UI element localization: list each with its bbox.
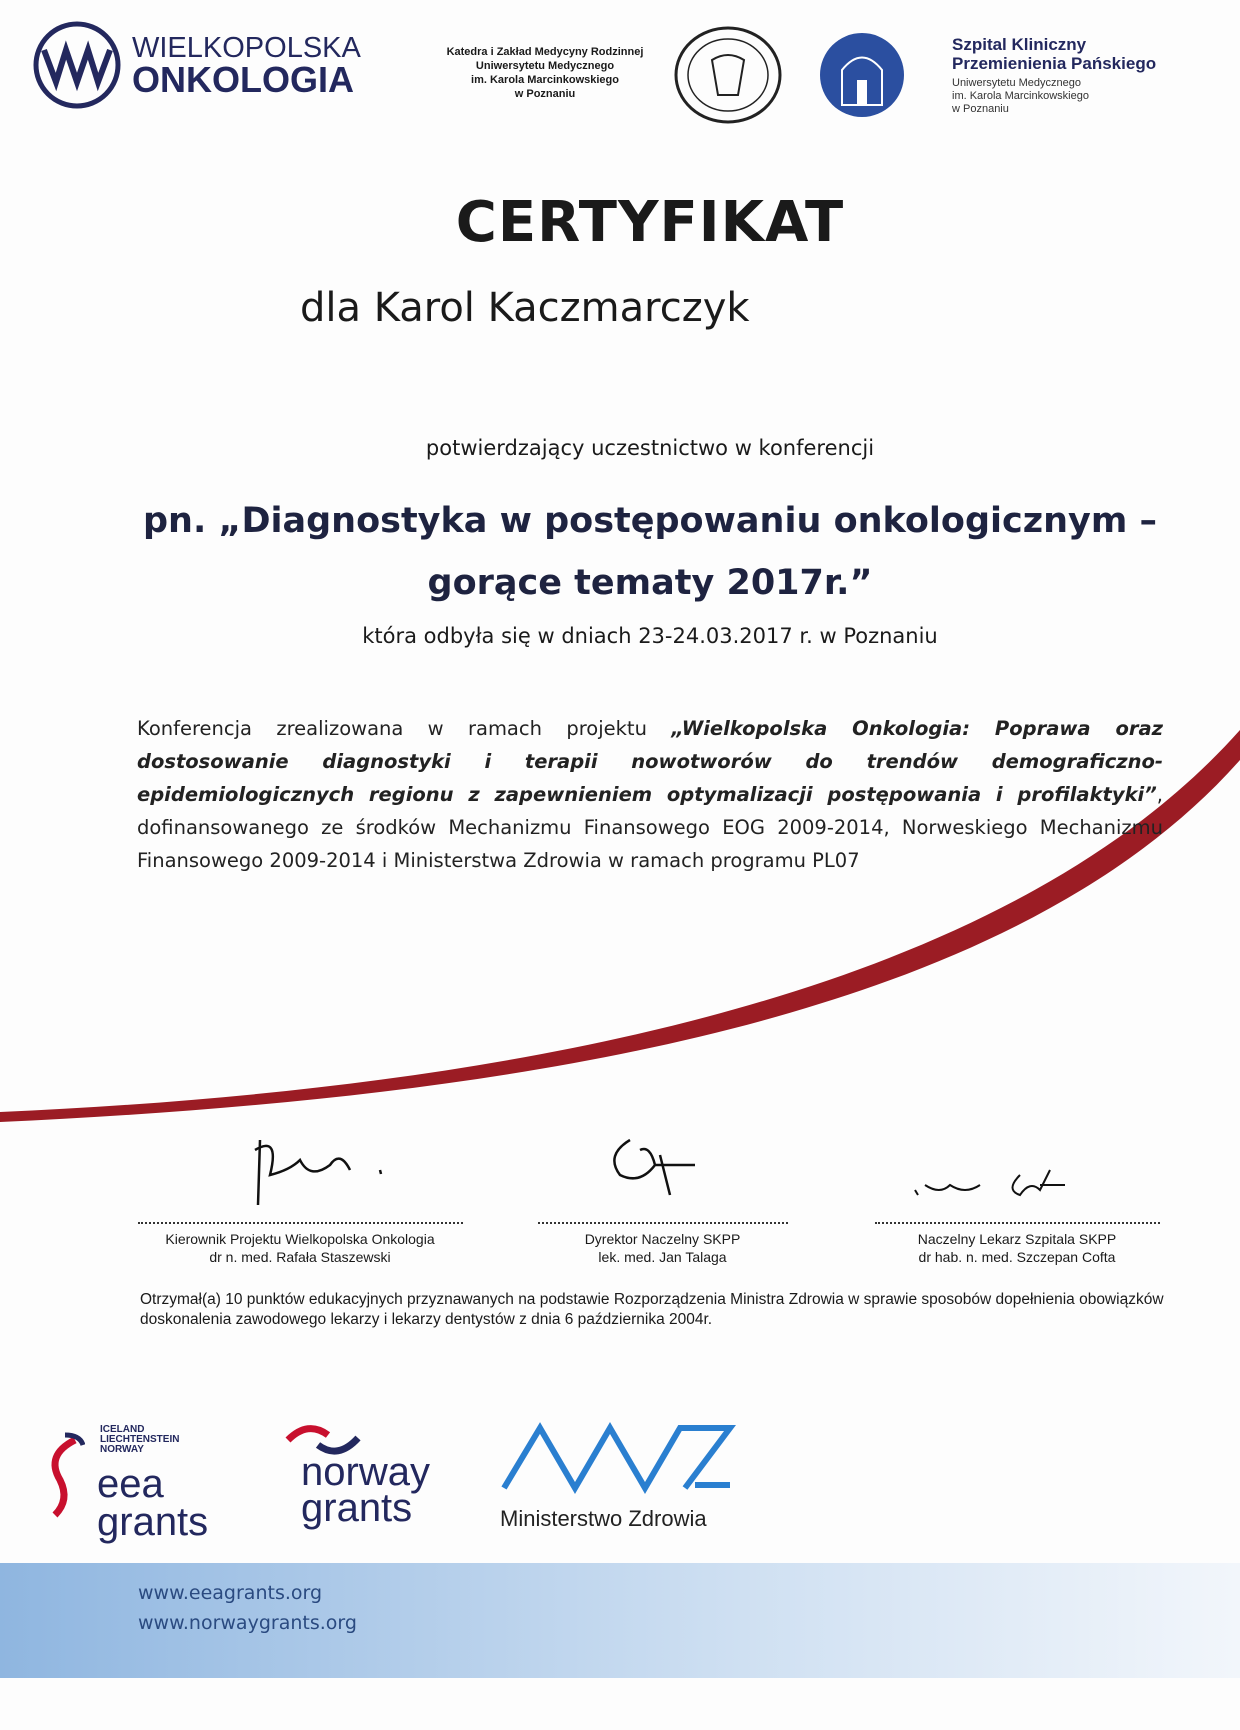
education-points-text: Otrzymał(a) 10 punktów edukacyjnych przyznawanych na podstawie Rozporządzenia Ministra Zdrowia w sprawie sposobów dopełnienia obowiązków doskonalenia zawodowego lekarzy i lekarzy dentystów z dnia 6 października 2004r. [140, 1291, 1164, 1328]
wielkopolska-onkologia-logo: WIELKOPOLSKA ONKOLOGIA [32, 20, 361, 110]
norwaygrants-link[interactable]: www.norwaygrants.org [138, 1612, 357, 1634]
szpital-text: Szpital Kliniczny Przemienienia Pańskiego Uniwersytetu Medycznego im. Karola Marcinkowskiego w Poznaniu [952, 35, 1157, 115]
footer-links [138, 1578, 357, 1638]
wo-emblem-icon [32, 20, 122, 110]
signature-block-3: Naczelny Lekarz Szpitala SKPP dr hab. n. med. Szczepan Cofta [872, 1222, 1162, 1266]
conference-name: pn. „Diagnostyka w postępowaniu onkologicznym – gorące tematy 2017r.” [142, 501, 1158, 603]
eea-swirl-icon [45, 1430, 85, 1520]
conference-date-place: która odbyła się w dniach 23-24.03.2017 r. w Poznaniu [362, 624, 938, 648]
signature-block-1: Kierownik Projektu Wielkopolska Onkologia dr n. med. Rafała Staszewski [135, 1222, 465, 1266]
certificate-page: WIELKOPOLSKA ONKOLOGIA Katedra i Zakład Medycyny Rodzinnej Uniwersytetu Medycznego im. Karola Marcinkowskiego w Poznaniu Szpital Kliniczny Przemienienia Pańskiego Uniwersytetu Medycznego im. Karola Marcinkowskiego w Poznaniu CERTYFIKAT dla Karol Kaczmarczyk potwierdzający uczestnictwo w konferencji pn. „Diagnostyka w postępowaniu onkologicznym – gorące tematy 2017r.” która odbyła się w dniach 23-24.03.2017 r. w Poznaniu Konferencja zrealizowana w ramach projektu „Wielkopolska Onkologia: Poprawa oraz dostosowanie diagnostyki i terapii nowotworów do trendów demograficzno-epidemiologicznych regionu z zapewnieniem optymalizacji postępowania i profilaktyki”, dofinansowanego ze środków Mechanizmu Finansowego EOG 2009-2014, Norweskiego Mechanizmu Finansowego 2009-2014 i Ministerstwa Zdrowia w ramach programu PL07 Kierownik Projektu Wielkopolska Onkologia dr n. med. Rafała Staszewski Dyrektor Naczelny SKPP lek. med. Jan Talaga Naczelny Lekarz Szpitala SKPP dr hab. n. med. Szczepan Cofta Otrzymał(a) 10 punktów edukacyjnych przyznawanych na podstawie Rozporządzenia Ministra Zdrowia w sprawie sposobów dopełnienia obowiązków doskonalenia zawodowego lekarzy i lekarzy dentystów z dnia 6 października 2004r. ICELAND LIECHTENSTEIN NORWAY eea grants norway grants Ministerstwo Zdrowia www.eeagrants.org www.norwaygrants.org [0, 0, 1240, 1730]
signature-talaga [600, 1125, 710, 1205]
certificate-title: CERTYFIKAT [455, 190, 845, 255]
funding-paragraph: Konferencja zrealizowana w ramach projektu „Wielkopolska Onkologia: Poprawa oraz dostosowanie diagnostyki i terapii nowotworów do trendów demograficzno-epidemiologicznych regionu z zapewnieniem optymalizacji postępowania i profilaktyki”, dofinansowanego ze środków Mechanizmu Finansowego EOG 2009-2014, Norweskiego Mechanizmu Finansowego 2009-2014 i Ministerstwa Zdrowia w ramach programu PL07 [137, 717, 1163, 872]
signature-block-2: Dyrektor Naczelny SKPP lek. med. Jan Talaga [535, 1222, 790, 1266]
katedra-text: Katedra i Zakład Medycyny Rodzinnej Uniwersytetu Medycznego im. Karola Marcinkowskiego w Poznaniu [446, 46, 644, 100]
ministerstwo-zdrowia-logo: Ministerstwo Zdrowia [500, 1420, 740, 1532]
confirmation-text: potwierdzający uczestnictwo w konferencji [425, 436, 875, 460]
eeagrants-link[interactable]: www.eeagrants.org [138, 1582, 323, 1604]
mz-emblem-icon [500, 1420, 740, 1500]
signature-cofta [910, 1160, 1080, 1210]
signature-staszewski [240, 1130, 400, 1210]
university-seal-icon [672, 25, 784, 125]
hospital-emblem-icon [817, 30, 907, 120]
recipient-name: dla Karol Kaczmarczyk [300, 285, 750, 331]
